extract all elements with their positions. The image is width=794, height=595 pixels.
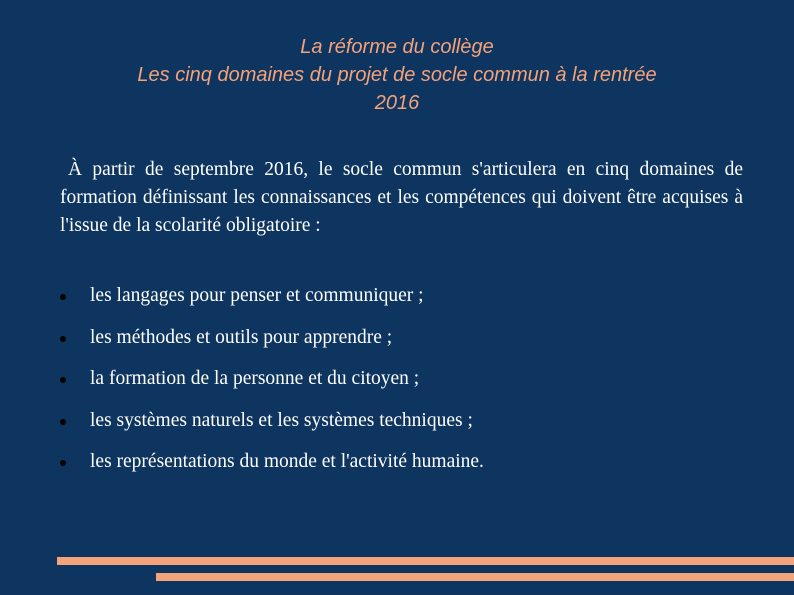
bullet-icon — [60, 419, 66, 425]
list-item-text: les systèmes naturels et les systèmes techniques ; — [90, 409, 473, 431]
intro-paragraph: À partir de septembre 2016, le socle commun s'articulera en cinq domaines de formation définissant les connaissances et les compétences qui doivent être acquises à l'issue de la scolarité obligatoire : — [60, 159, 743, 236]
title-line-3: 2016 — [374, 92, 420, 114]
bullet-icon — [60, 460, 66, 466]
domain-list — [60, 282, 750, 490]
list-item — [60, 324, 750, 366]
decorative-bar-top — [57, 557, 794, 565]
title-line-2: Les cinq domaines du projet de socle commun à la rentrée — [137, 64, 657, 86]
list-item — [60, 365, 750, 407]
decorative-bar-bottom — [156, 573, 794, 581]
list-item — [60, 407, 750, 449]
title-line-1: La réforme du collège — [300, 36, 494, 58]
list-item-text: les représentations du monde et l'activité humaine. — [90, 451, 484, 472]
bullet-icon — [60, 336, 66, 342]
bullet-icon — [60, 377, 66, 383]
list-item — [60, 282, 750, 324]
list-item-text: les méthodes et outils pour apprendre ; — [90, 326, 393, 348]
bullet-icon — [60, 294, 66, 300]
list-item — [60, 448, 750, 490]
list-item-text: la formation de la personne et du citoyen ; — [90, 368, 420, 389]
slide-title — [40, 33, 754, 117]
list-item-text: les langages pour penser et communiquer ; — [90, 285, 424, 306]
